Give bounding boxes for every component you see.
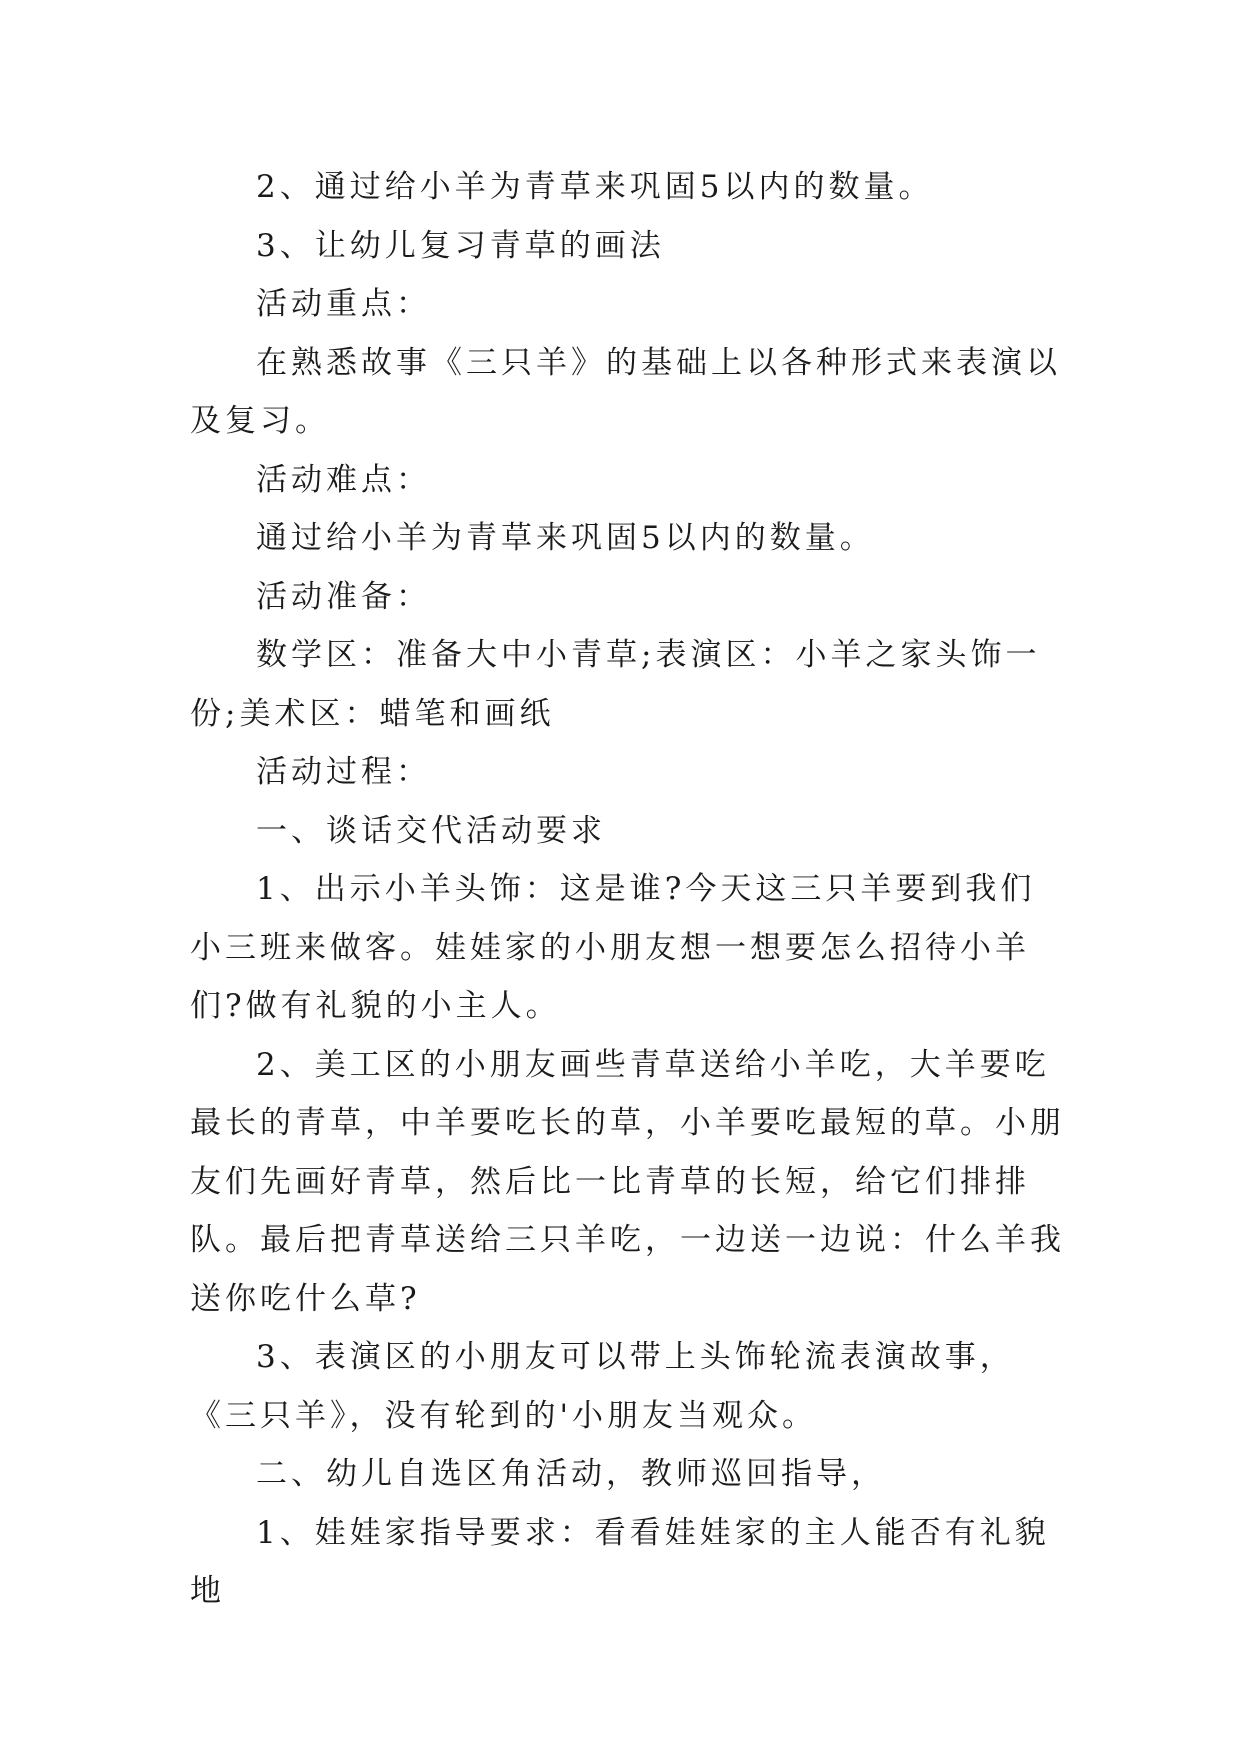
section-one-heading: 一、谈话交代活动要求 (256, 812, 606, 849)
paragraph-key-point: 在熟悉故事《三只羊》的基础上以各种形式来表演以及复习。 (190, 344, 1061, 439)
paragraph-step-2: 2、美工区的小朋友画些青草送给小羊吃，大羊要吃最长的青草，中羊要吃长的草，小羊要吃最短的草。小朋友们先画好青草，然后比一比青草的长短，给它们排排队。最后把青草送给三只羊吃，一边送一边说：什么羊我送你吃什么草? (190, 1046, 1065, 1317)
paragraph-difficulty: 通过给小羊为青草来巩固5以内的数量。 (256, 520, 875, 556)
heading-key-point: 活动重点： (256, 286, 431, 322)
paragraph-goal-2: 2、通过给小羊为青草来巩固5以内的数量。 (256, 169, 934, 205)
paragraph-step-3: 3、表演区的小朋友可以带上头饰轮流表演故事，《三只羊》，没有轮到的'小朋友当观众。 (190, 1339, 1015, 1434)
paragraph-goal-3: 3、让幼儿复习青草的画法 (256, 227, 665, 264)
paragraph-preparation: 数学区：准备大中小青草;表演区：小羊之家头饰一份;美术区：蜡笔和画纸 (190, 637, 1041, 732)
heading-process: 活动过程： (256, 754, 431, 790)
section-two-heading: 二、幼儿自选区角活动，教师巡回指导， (256, 1456, 886, 1492)
heading-difficulty: 活动难点： (256, 461, 431, 498)
document-body (190, 158, 1065, 1621)
paragraph-guidance-1: 1、娃娃家指导要求：看看娃娃家的主人能否有礼貌地 (190, 1514, 1050, 1609)
heading-preparation: 活动准备： (256, 578, 431, 615)
paragraph-step-1: 1、出示小羊头饰：这是谁?今天这三只羊要到我们小三班来做客。娃娃家的小朋友想一想要怎么招待小羊们?做有礼貌的小主人。 (190, 871, 1036, 1024)
